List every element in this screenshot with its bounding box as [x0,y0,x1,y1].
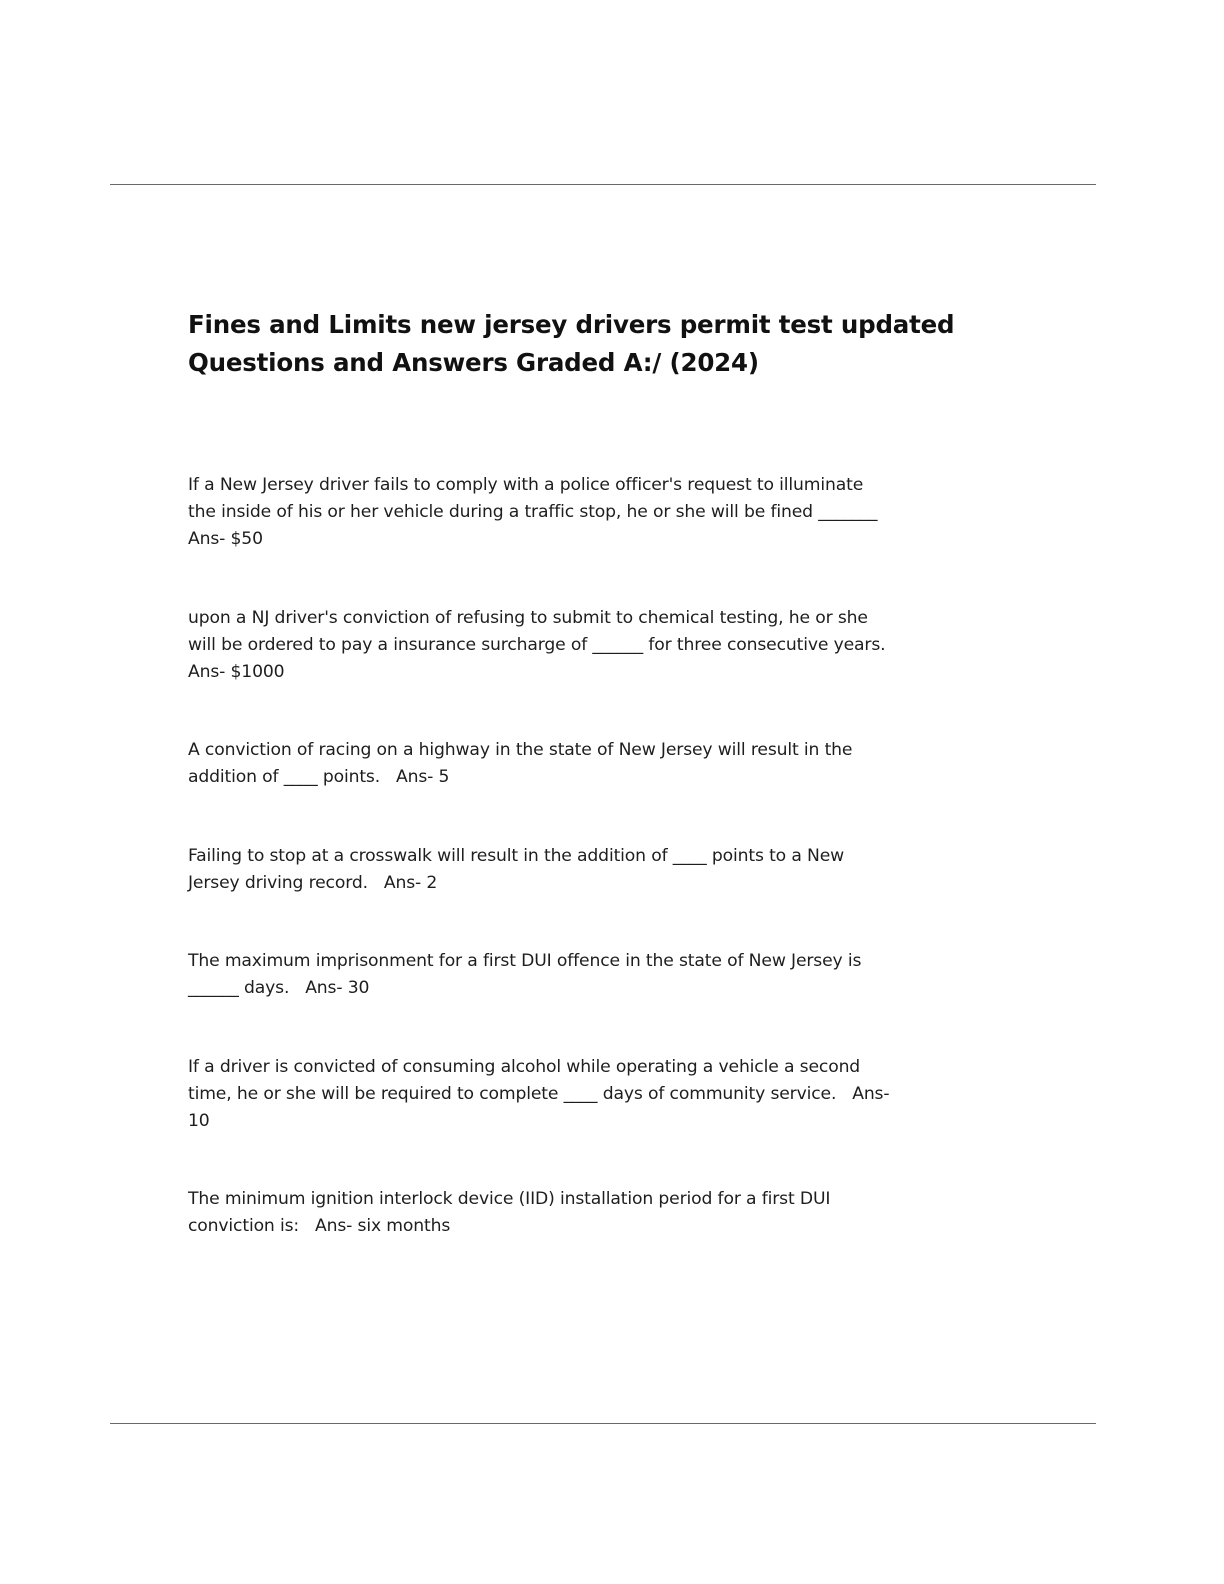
footer-rule [110,1423,1096,1424]
qa-line: Failing to stop at a crosswalk will result in the addition of ____ points to a New [188,846,845,866]
document-title [188,306,1048,382]
qa-line: The maximum imprisonment for a first DUI offence in the state of New Jersey is [188,951,862,971]
qa-item-7 [188,1186,1048,1240]
qa-line: Ans- $50 [188,529,263,549]
title-line-2: Questions and Answers Graded A:/ (2024) [188,348,759,377]
title-line-1: Fines and Limits new jersey drivers permit test updated [188,310,955,339]
qa-line: conviction is: Ans- six months [188,1216,451,1236]
qa-line: A conviction of racing on a highway in the state of New Jersey will result in the [188,740,853,760]
qa-line: If a New Jersey driver fails to comply with a police officer's request to illuminate [188,475,864,495]
qa-line: ______ days. Ans- 30 [188,978,370,998]
qa-line: the inside of his or her vehicle during a traffic stop, he or she will be fined _______ [188,502,878,522]
qa-line: Ans- $1000 [188,662,285,682]
qa-line: upon a NJ driver's conviction of refusing to submit to chemical testing, he or she [188,608,868,628]
qa-item-2 [188,605,1048,686]
qa-line: 10 [188,1111,210,1131]
qa-line: The minimum ignition interlock device (IID) installation period for a first DUI [188,1189,831,1209]
qa-line: will be ordered to pay a insurance surcharge of ______ for three consecutive years. [188,635,886,655]
qa-item-5 [188,948,1048,1002]
qa-line: Jersey driving record. Ans- 2 [188,873,438,893]
qa-item-4 [188,843,1048,897]
qa-line: addition of ____ points. Ans- 5 [188,767,450,787]
qa-item-6 [188,1054,1048,1135]
header-rule [110,184,1096,185]
qa-item-3 [188,737,1048,791]
qa-line: If a driver is convicted of consuming alcohol while operating a vehicle a second [188,1057,861,1077]
qa-line: time, he or she will be required to complete ____ days of community service. Ans- [188,1084,890,1104]
qa-item-1 [188,472,1048,553]
